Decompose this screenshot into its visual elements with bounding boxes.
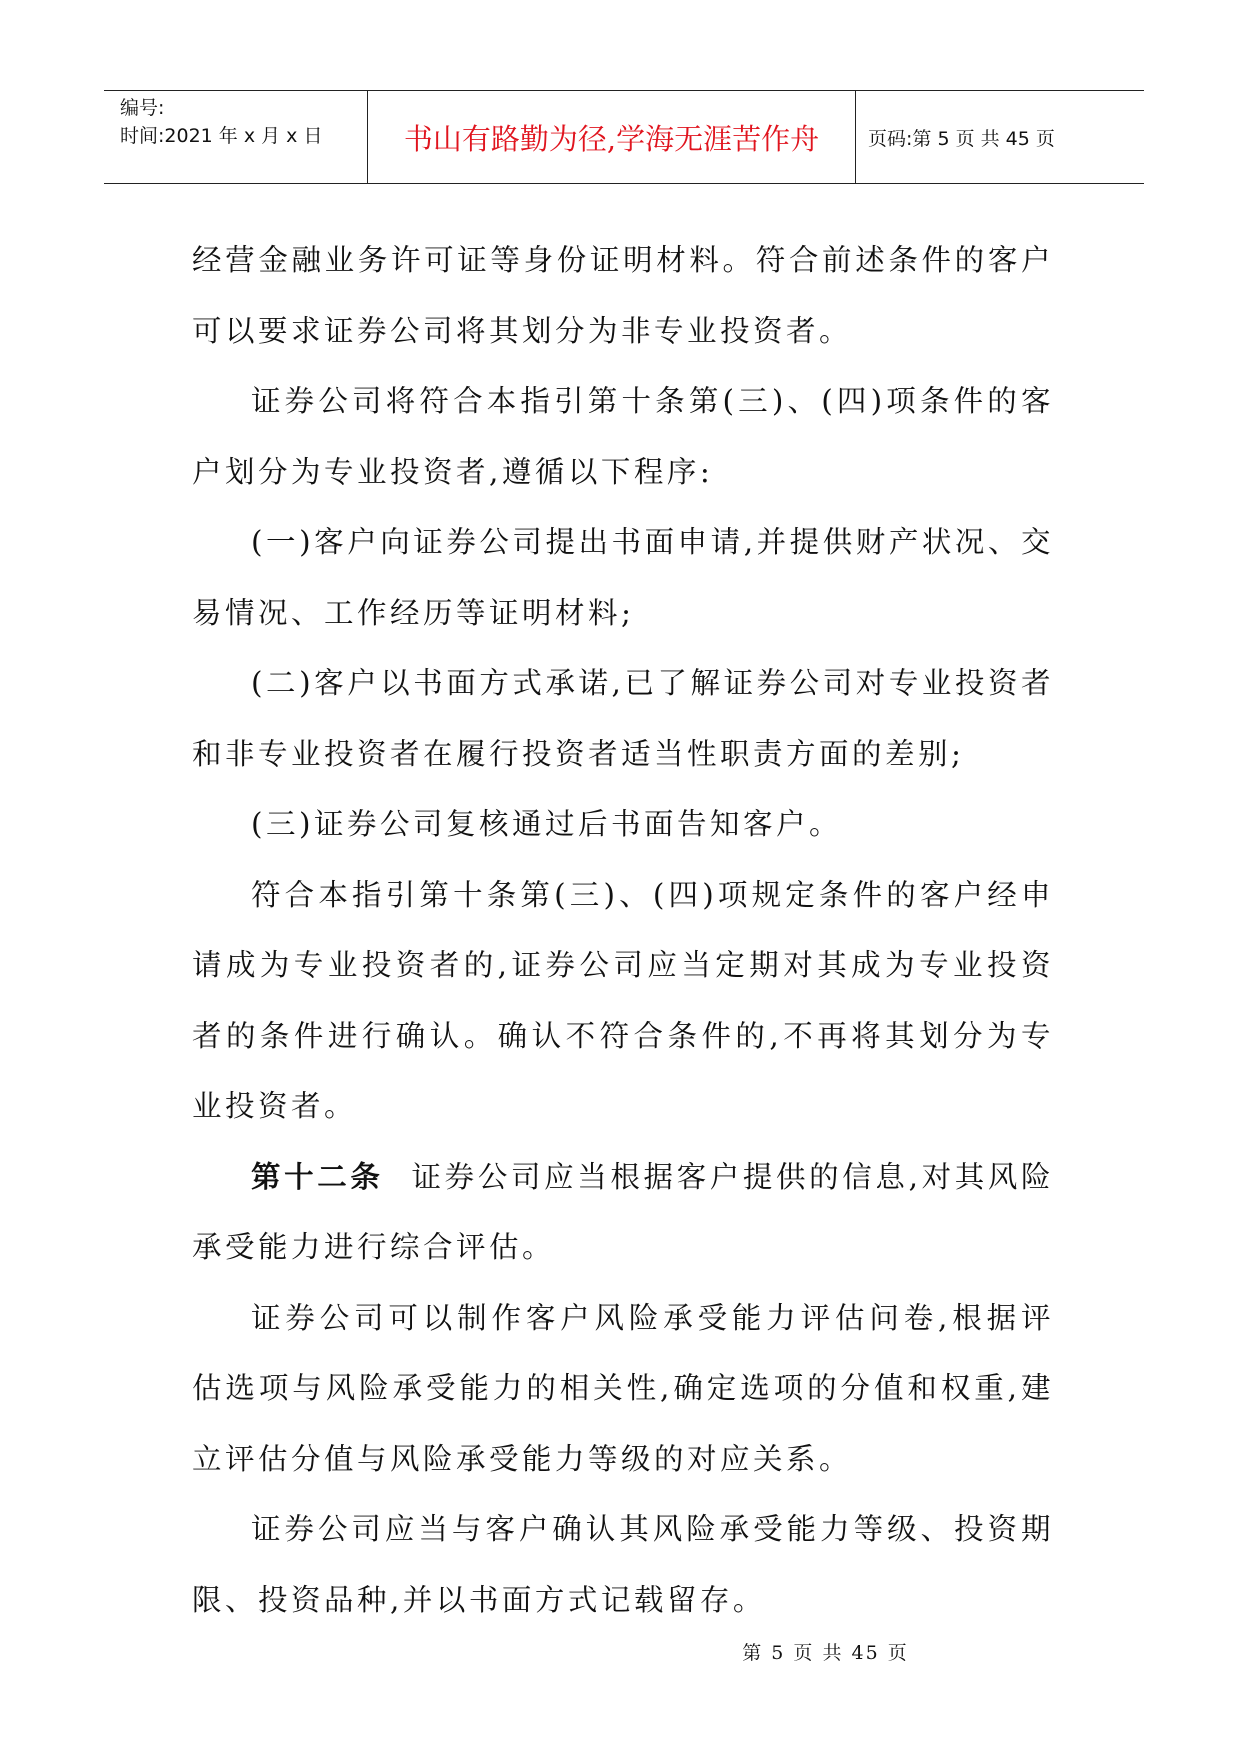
date-label: 时间:2021 年 x 月 x 日 [120, 125, 323, 147]
serial-number-label: 编号: [120, 97, 165, 119]
paragraph-continuation: 经营金融业务许可证等身份证明材料。符合前述条件的客户可以要求证券公司将其划分为非专业投资者。 [192, 243, 1054, 348]
paragraph-procedure-intro: 证券公司将符合本指引第十条第(三)、(四)项条件的客户划分为专业投资者,遵循以下程序: [192, 384, 1054, 489]
header-motto-cell [368, 91, 856, 183]
header-meta-cell [104, 91, 368, 183]
header-page-info: 页码:第 5 页 共 45 页 [868, 127, 1055, 150]
motto-text: 书山有路勤为径,学海无涯苦作舟 [403, 121, 820, 156]
paragraph-periodic-confirmation: 符合本指引第十条第(三)、(四)项规定条件的客户经申请成为专业投资者的,证券公司应当定期对其成为专业投资者的条件进行确认。确认不符合条件的,不再将其划分为专业投资者。 [192, 877, 1054, 1123]
article-12 [192, 1142, 1054, 1283]
document-body [192, 225, 1054, 1635]
document-header [104, 90, 1144, 184]
article-12-title: 第十二条 [251, 1158, 384, 1194]
page-footer: 第 5 页 共 45 页 [742, 1642, 909, 1664]
paragraph-procedure-step-2: (二)客户以书面方式承诺,已了解证券公司对专业投资者和非专业投资者在履行投资者适当性职责方面的差别; [192, 666, 1054, 771]
paragraph-confirmation-record: 证券公司应当与客户确认其风险承受能力等级、投资期限、投资品种,并以书面方式记载留存。 [192, 1512, 1054, 1617]
header-page-cell [856, 91, 1144, 183]
paragraph-procedure-step-3: (三)证券公司复核通过后书面告知客户。 [251, 807, 843, 841]
paragraph-procedure-step-1: (一)客户向证券公司提出书面申请,并提供财产状况、交易情况、工作经历等证明材料; [192, 525, 1054, 630]
article-12-text: 证券公司应当根据客户提供的信息,对其风险承受能力进行综合评估。 [192, 1159, 1054, 1264]
paragraph-questionnaire: 证券公司可以制作客户风险承受能力评估问卷,根据评估选项与风险承受能力的相关性,确定选项的分值和权重,建立评估分值与风险承受能力等级的对应关系。 [192, 1300, 1054, 1476]
